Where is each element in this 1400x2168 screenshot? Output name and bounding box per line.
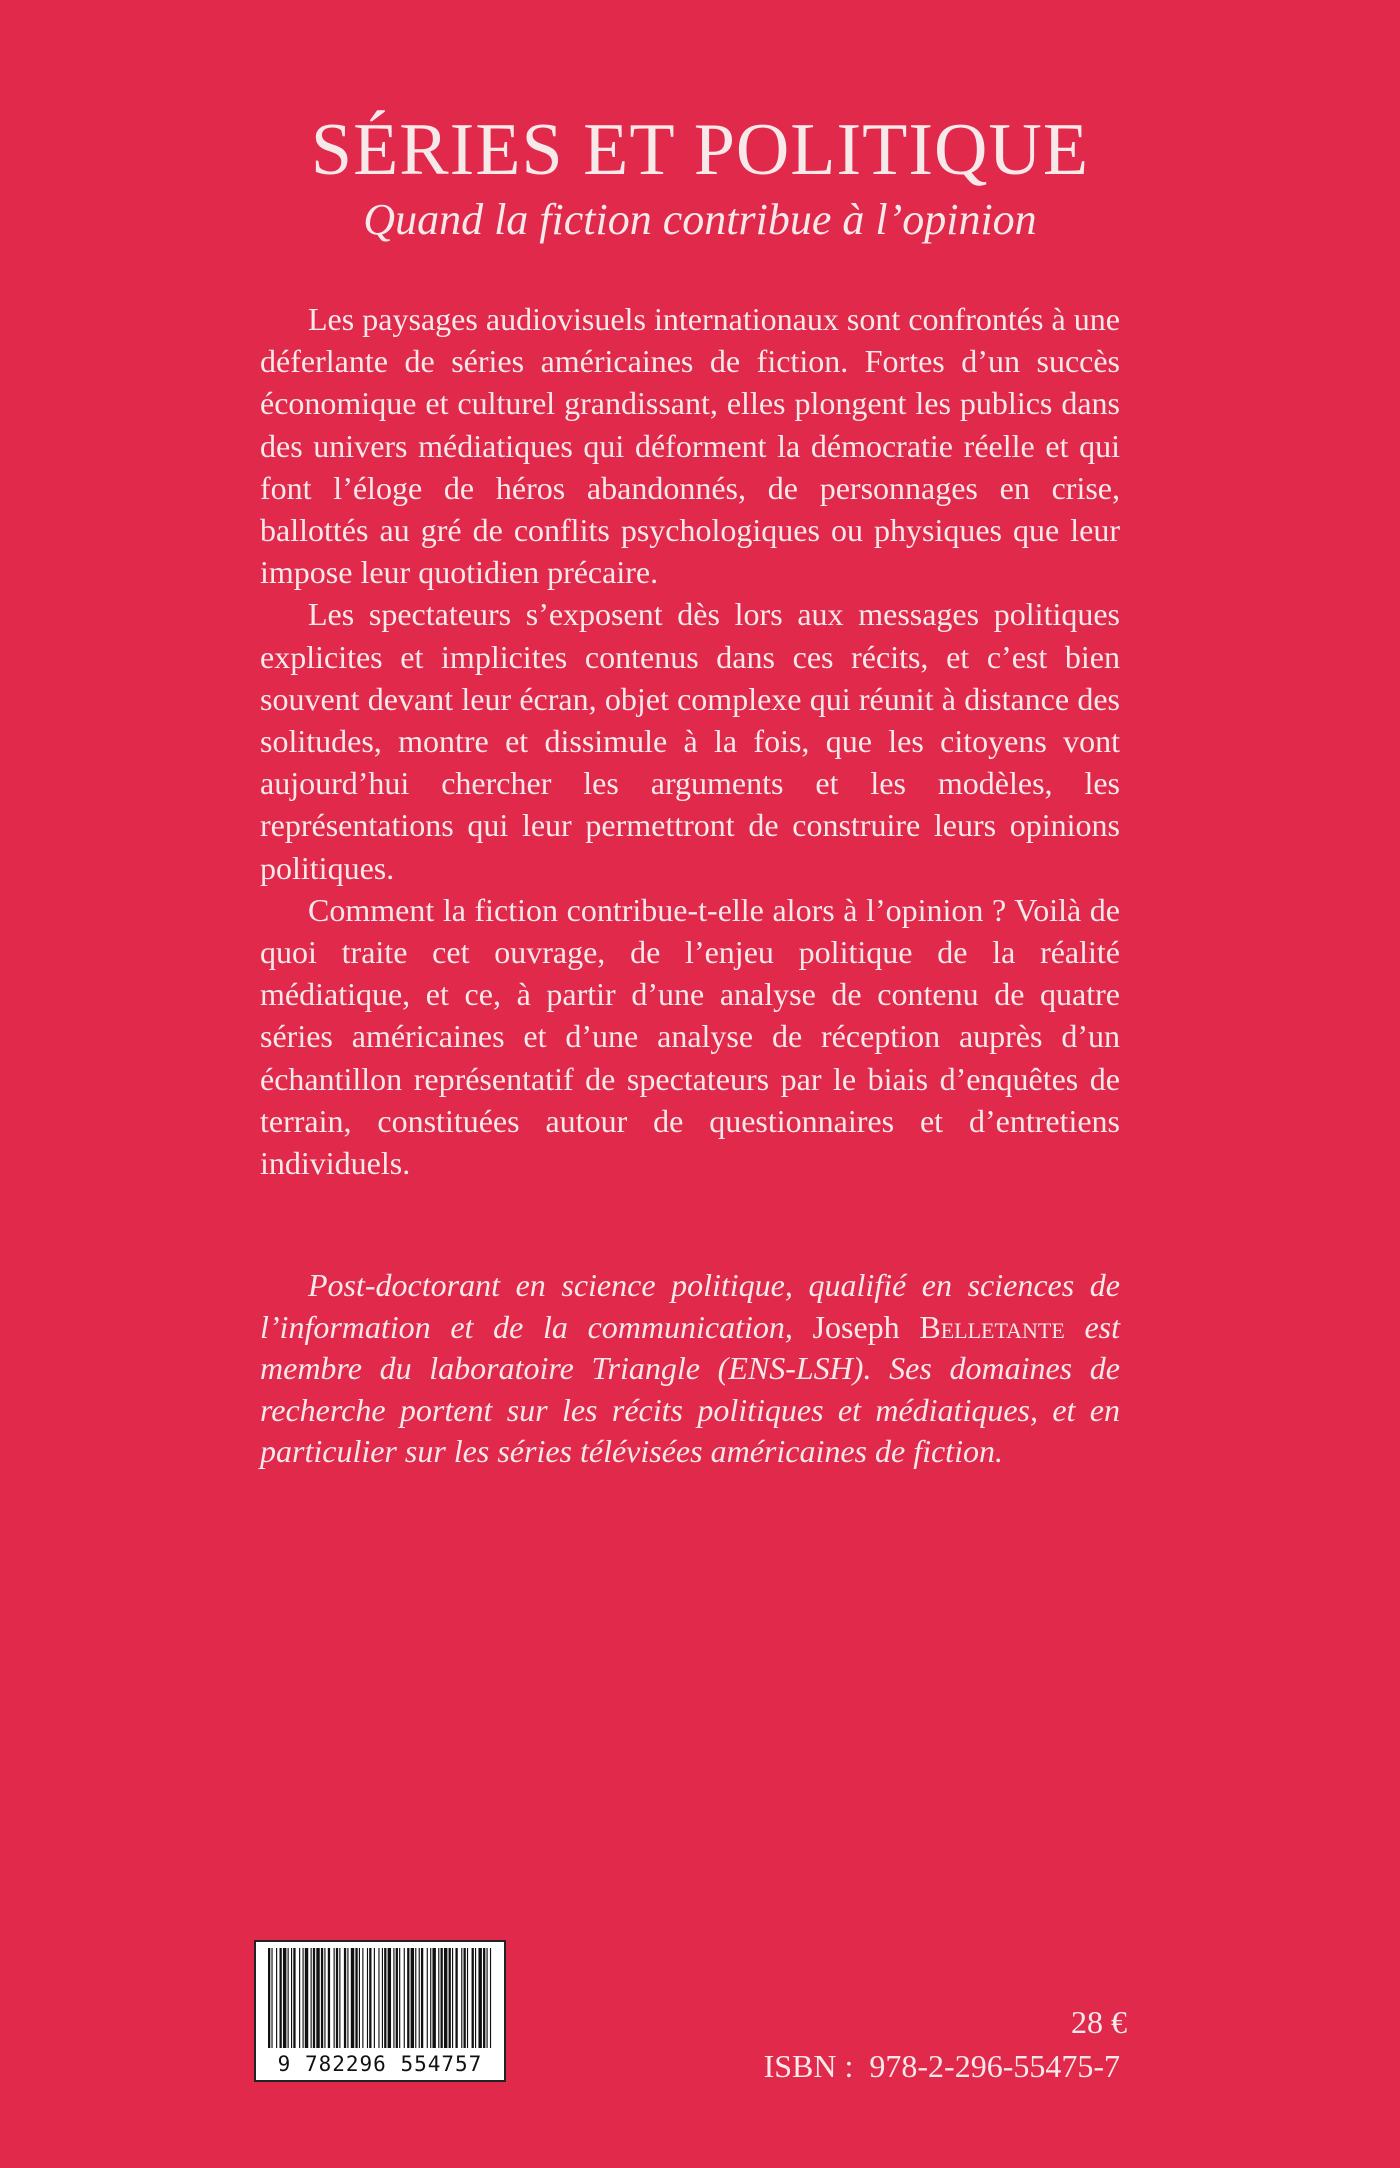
blurb-paragraph-1: Les paysages audiovisuels internationaux sont confrontés à une déferlante de séries américaines de fiction. Fortes d’un succès économique et culturel grandissant, elles plongent les publics dans des univers médiatiques qui déforment la démocratie réelle et qui font l’éloge de héros abandonnés, de personnages en crise, ballottés au gré de conflits psychologiques ou physiques que leur impose leur quotidien précaire.: [260, 301, 1120, 591]
barcode-bar: [382, 1948, 383, 2048]
barcode-bar: [334, 1948, 335, 2048]
blurb-paragraph-3: Comment la fiction contribue-t-elle alors à l’opinion ? Voilà de quoi traite cet ouvrage, de l’enjeu politique de la réalité médiatique, et ce, à partir d’une analyse de contenu de quatre séries américaines et d’une analyse de réception auprès d’un échantillon représentatif de spectateurs par le biais d’enquêtes de terrain, constituées autour de questionnaires et d’entretiens individuels.: [260, 891, 1120, 1182]
author-bio-intro: Post-doctorant en science politique, qualifié en sciences de l’information et de la communication,: [260, 1267, 1120, 1345]
barcode-bar: [351, 1948, 354, 2048]
barcode-bar: [430, 1948, 431, 2048]
barcode-bar: [321, 1948, 323, 2048]
barcode-bar: [393, 1948, 394, 2048]
book-title: SÉRIES ET POLITIQUE: [310, 109, 1090, 191]
barcode-bar: [299, 1948, 300, 2048]
author-bio-rest: est membre du laboratoire Triangle (ENS-LSH). Ses domaines de recherche portent sur les récits politiques et médiatiques, et en particulier sur les séries télévisées américaines de fiction.: [260, 1308, 1121, 1469]
barcode-bar: [336, 1948, 338, 2048]
isbn-barcode: [254, 1940, 506, 2082]
blurb: [260, 298, 1120, 1184]
barcode-bar: [374, 1948, 375, 2048]
barcode-bar: [369, 1948, 371, 2048]
author-last-name: Belletante: [919, 1308, 1065, 1345]
author-first-name: Joseph: [792, 1308, 920, 1345]
barcode-bar: [328, 1948, 330, 2048]
barcode-bars: [266, 1948, 494, 2050]
barcode-bar: [455, 1948, 457, 2048]
barcode-bar: [388, 1948, 391, 2048]
barcode-bar: [404, 1948, 405, 2048]
author-bio: [260, 1265, 1120, 1473]
isbn-number: ISBN : 978-2-296-55475-7: [763, 2048, 1120, 2084]
barcode-bar: [421, 1948, 423, 2048]
barcode-bar: [452, 1948, 453, 2048]
book-subtitle: Quand la fiction contribue à l’opinion: [363, 195, 1037, 244]
barcode-bar: [487, 1948, 488, 2048]
barcode-bar: [475, 1948, 476, 2048]
barcode-bar: [313, 1948, 315, 2048]
barcode-bar: [280, 1948, 282, 2048]
barcode-bar: [311, 1948, 312, 2048]
barcode-bar: [444, 1948, 447, 2048]
barcode-bar: [378, 1948, 379, 2048]
barcode-bar: [355, 1948, 357, 2048]
barcode-bar: [291, 1948, 292, 2048]
blurb-paragraph-2: Les spectateurs s’exposent dès lors aux messages politiques explicites et implicites contenus dans ces récits, et c’est bien souvent devant leur écran, objet complexe qui réunit à distance des solitudes, montre et dissimule à la fois, que les citoyens vont aujourd’hui chercher les arguments et les modèles, les représentations qui leur permettront de construire leurs opinions politiques.: [260, 596, 1120, 886]
barcode-bar: [339, 1948, 340, 2048]
barcode-bar: [303, 1948, 304, 2048]
barcode-bar: [288, 1948, 289, 2048]
barcode-bar: [293, 1948, 295, 2048]
barcode-bar: [464, 1948, 466, 2048]
barcode-bar: [411, 1948, 414, 2048]
barcode-bar: [316, 1948, 319, 2048]
barcode-bar: [283, 1948, 286, 2048]
barcode-bar: [276, 1948, 277, 2048]
barcode-bar: [399, 1948, 400, 2048]
barcode-bar: [415, 1948, 416, 2048]
barcode-digits: 9 782296 554757: [277, 2052, 483, 2076]
price: 28 €: [1071, 2004, 1127, 2040]
barcode-bar: [324, 1948, 325, 2048]
barcode-bar: [362, 1948, 363, 2048]
barcode-bar: [472, 1948, 474, 2048]
barcode-bar: [478, 1948, 481, 2048]
barcode-bar: [438, 1948, 439, 2048]
barcode-bar: [359, 1948, 360, 2048]
barcode-bar: [419, 1948, 420, 2048]
barcode-bar: [490, 1948, 491, 2048]
barcode-bar: [344, 1948, 346, 2048]
barcode-bar: [483, 1948, 485, 2048]
barcode-bar: [396, 1948, 398, 2048]
barcode-bar: [305, 1948, 308, 2048]
barcode-bar: [407, 1948, 409, 2048]
barcode-bar: [427, 1948, 428, 2048]
barcode-bar: [271, 1948, 272, 2048]
barcode-bar: [441, 1948, 443, 2048]
barcode-bar: [461, 1948, 462, 2048]
barcode-bar: [384, 1948, 386, 2048]
barcode-bar: [347, 1948, 348, 2048]
barcode-bar: [449, 1948, 451, 2048]
barcode-bar: [268, 1948, 270, 2048]
barcode-bar: [367, 1948, 368, 2048]
barcode-bar: [432, 1948, 435, 2048]
barcode-bar: [467, 1948, 468, 2048]
